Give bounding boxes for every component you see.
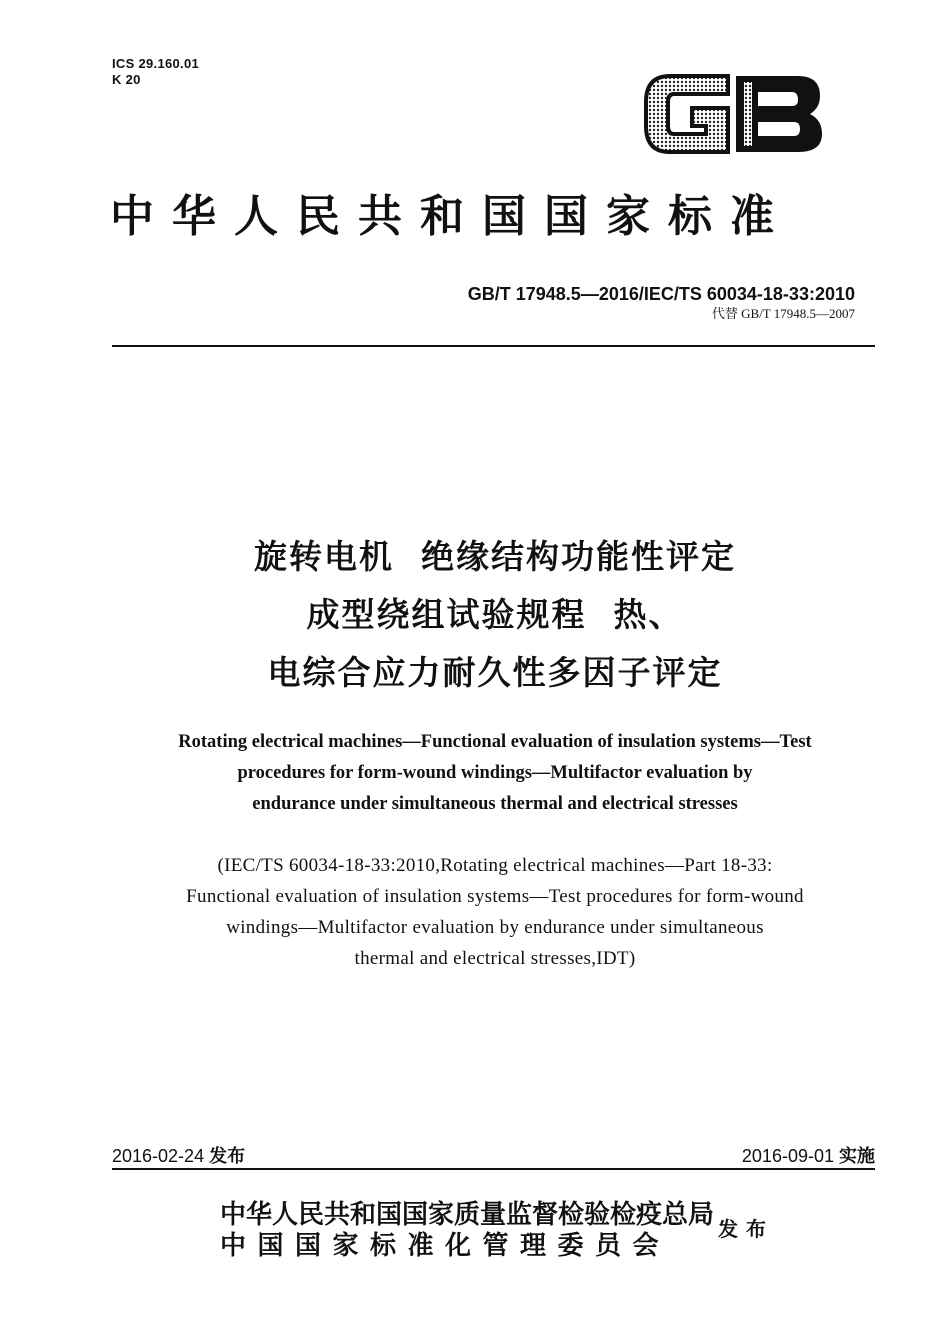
footer-divider <box>112 1168 875 1170</box>
standard-number: GB/T 17948.5—2016/IEC/TS 60034-18-33:2010 <box>467 284 855 304</box>
english-title-line: endurance under simultaneous thermal and electrical stresses <box>252 794 738 814</box>
header-divider <box>112 345 875 347</box>
publish-label: 发布 <box>209 1146 246 1167</box>
classification-codes <box>112 56 199 88</box>
ics-code: ICS 29.160.01 <box>112 56 200 71</box>
idt-reference <box>95 850 895 974</box>
chinese-title-line: 电综合应力耐久性多因子评定 <box>267 653 723 692</box>
gb-logo-icon <box>640 68 825 160</box>
ccs-code: K 20 <box>112 72 141 87</box>
chinese-title-line: 旋转电机 绝缘结构功能性评定 <box>254 537 736 576</box>
implement-label: 实施 <box>839 1146 875 1167</box>
replaces-note: 代替 GB/T 17948.5—2007 <box>711 306 855 321</box>
implement-date <box>742 1145 875 1168</box>
english-title-line: procedures for form-wound windings—Multifactor evaluation by <box>237 763 753 783</box>
issuer-line: 中国国家标准化管理委员会 <box>220 1231 671 1261</box>
idt-line: Functional evaluation of insulation systems—Test procedures for form-wound <box>186 886 804 907</box>
issue-action: 发布 <box>718 1217 774 1241</box>
publish-date <box>112 1145 245 1168</box>
chinese-title <box>0 528 950 702</box>
idt-line: windings—Multifactor evaluation by endurance under simultaneous <box>226 917 764 938</box>
issuer-line: 中华人民共和国国家质量监督检验检疫总局 <box>220 1200 715 1230</box>
national-standard-heading: 中华人民共和国国家标准 <box>110 191 792 242</box>
publish-date-value: 2016-02-24 <box>112 1146 205 1166</box>
idt-line: (IEC/TS 60034-18-33:2010,Rotating electrical machines—Part 18-33: <box>217 855 773 876</box>
english-title <box>95 727 895 820</box>
issuing-authorities <box>220 1200 714 1262</box>
implement-date-value: 2016-09-01 <box>741 1146 834 1166</box>
idt-line: thermal and electrical stresses,IDT) <box>354 948 636 969</box>
english-title-line: Rotating electrical machines—Functional evaluation of insulation systems—Test <box>178 732 812 752</box>
chinese-title-line: 成型绕组试验规程 热、 <box>306 595 684 634</box>
